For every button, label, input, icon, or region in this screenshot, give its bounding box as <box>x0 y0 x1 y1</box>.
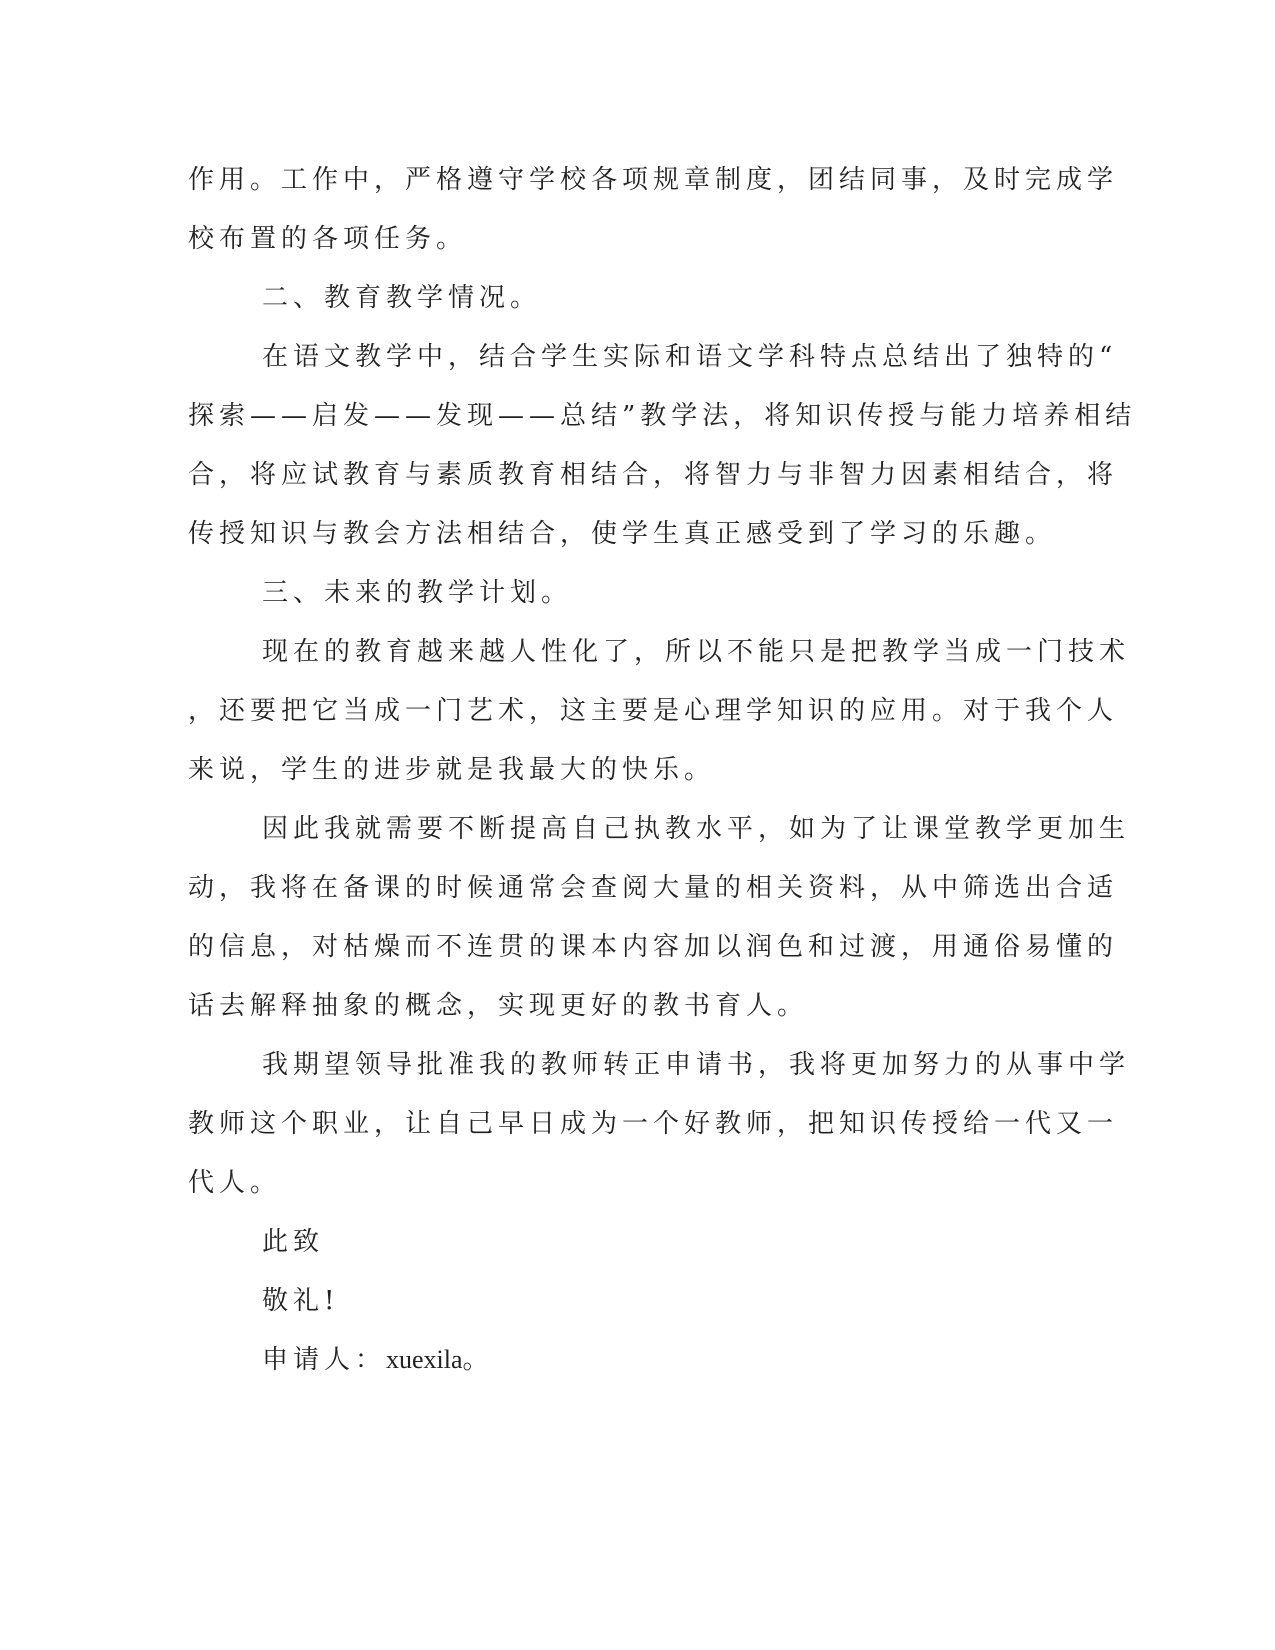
section-heading: 三、未来的教学计划。 <box>262 578 573 608</box>
paragraph-line: 传授知识与教会方法相结合，使学生真正感受到了学习的乐趣。 <box>188 519 1057 549</box>
paragraph-line: 现在的教育越来越人性化了，所以不能只是把教学当成一门技术 <box>262 637 1131 667</box>
paragraph-line: 合，将应试教育与素质教育相结合，将智力与非智力因素相结合，将 <box>188 460 1119 490</box>
paragraph-line: 的信息，对枯燥而不连贯的课本内容加以润色和过渡，用通俗易懂的 <box>188 932 1119 962</box>
paragraph-line: 因此我就需要不断提高自己执教水平，如为了让课堂教学更加生 <box>262 814 1131 844</box>
paragraph-line: 教师这个职业，让自己早日成为一个好教师，把知识传授给一代又一 <box>188 1109 1119 1139</box>
salutation-line: 敬礼! <box>262 1286 340 1316</box>
paragraph-line: 我期望领导批准我的教师转正申请书，我将更加努力的从事中学 <box>262 1050 1131 1080</box>
applicant-line <box>262 1342 489 1378</box>
applicant-label: 申请人： <box>262 1345 387 1375</box>
paragraph-line: 探索——启发——发现——总结”教学法，将知识传授与能力培养相结 <box>188 401 1137 431</box>
paragraph-line: 动，我将在备课的时候通常会查阅大量的相关资料，从中筛选出合适 <box>188 873 1119 903</box>
closing-line: 此致 <box>262 1227 325 1257</box>
paragraph-line: ，还要把它当成一门艺术，这主要是心理学知识的应用。对于我个人 <box>188 696 1119 726</box>
paragraph-line: 话去解释抽象的概念，实现更好的教书育人。 <box>188 991 809 1021</box>
paragraph-line: 作用。工作中，严格遵守学校各项规章制度，团结同事，及时完成学 <box>188 165 1119 195</box>
paragraph-line: 代人。 <box>188 1168 282 1198</box>
applicant-name: xuexila。 <box>386 1345 489 1374</box>
paragraph-line: 校布置的各项任务。 <box>188 224 468 254</box>
paragraph-line: 来说，学生的进步就是我最大的快乐。 <box>188 755 716 785</box>
section-heading: 二、教育教学情况。 <box>262 283 542 313</box>
paragraph-line: 在语文教学中，结合学生实际和语文学科特点总结出了独特的“ <box>262 342 1118 372</box>
